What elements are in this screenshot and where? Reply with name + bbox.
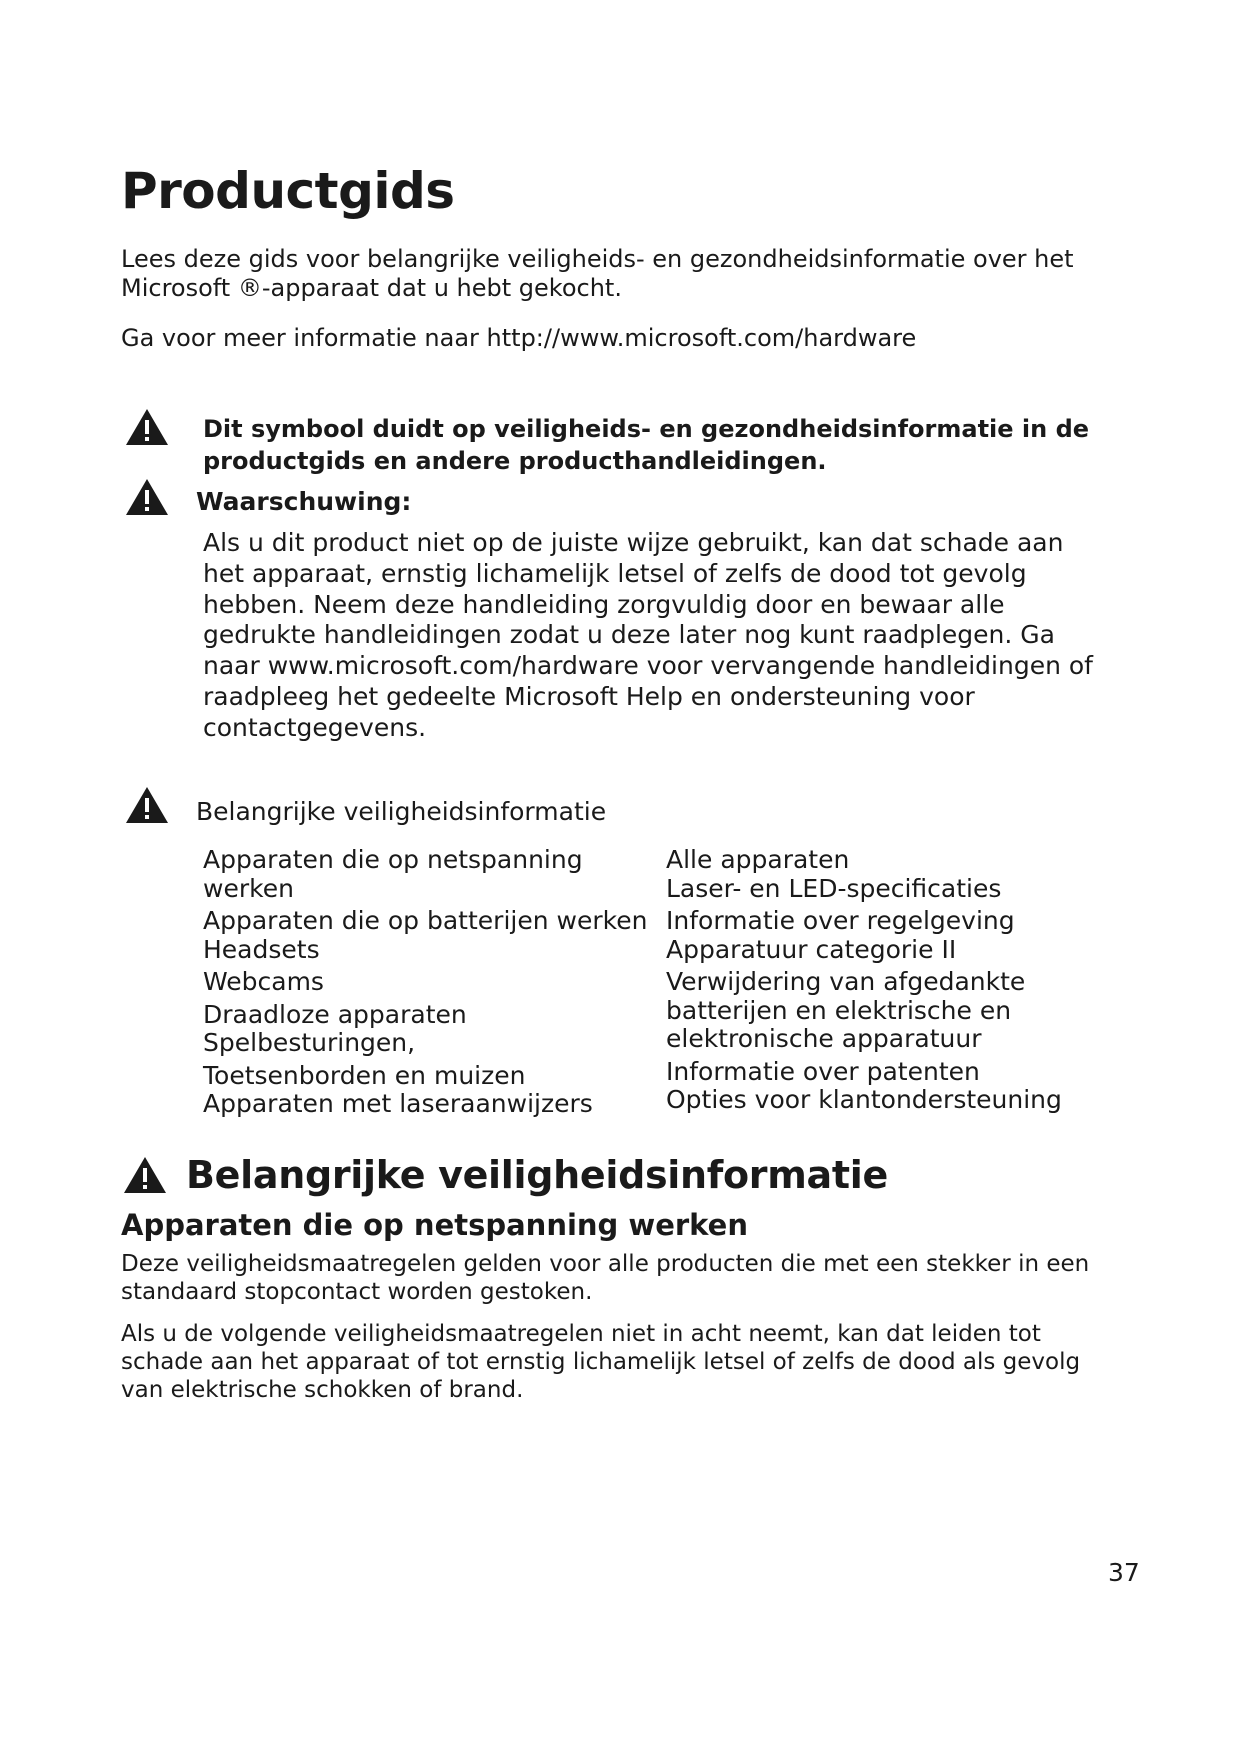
toc-item: Informatie over patenten bbox=[666, 1056, 980, 1086]
warning-label: Waarschuwing: bbox=[196, 487, 412, 516]
warning-triangle-icon bbox=[124, 407, 170, 447]
toc-item: Verwijdering van afgedankte batterijen en elektrische en elektronische apparatuur bbox=[666, 967, 1026, 1053]
warning-triangle-icon bbox=[124, 477, 170, 517]
toc-item: Alle apparaten bbox=[666, 845, 850, 874]
section-heading: Belangrijke veiligheidsinformatie bbox=[186, 1153, 888, 1197]
toc-left-list bbox=[203, 846, 658, 1119]
warning-body: Als u dit product niet op de juiste wijze gebruikt, kan dat schade aan het apparaat, ernstig lichamelijk letsel of zelfs de dood tot gevolg hebben. Neem deze handleiding zorgvuldig door en bewaar alle gedrukte handleidingen zodat u deze later nog kunt raadplegen. Ga naar www.microsoft.com/hardware voor vervangende handleidingen of raadpleeg het gedeelte Microsoft Help en ondersteuning voor contactgegevens. bbox=[203, 528, 1093, 742]
toc-right-list bbox=[666, 846, 1136, 1115]
page-title: Productgids bbox=[121, 162, 455, 220]
toc-item: Apparatuur categorie II bbox=[666, 934, 957, 964]
symbol-notice: Dit symbool duidt op veiligheids- en gezondheidsinformatie in de productgids en andere producthandleidingen. bbox=[203, 415, 1090, 475]
toc-item: Apparaten die op batterijen werken bbox=[203, 906, 648, 935]
toc-item: Apparaten die op netspanning werken bbox=[203, 845, 583, 903]
warning-triangle-icon bbox=[124, 785, 170, 825]
toc-item: Laser- en LED-specificaties bbox=[666, 873, 1002, 903]
toc-item: Opties voor klantondersteuning bbox=[666, 1085, 1062, 1114]
page-number: 37 bbox=[1108, 1558, 1140, 1587]
more-info-text: Ga voor meer informatie naar http://www.microsoft.com/hardware bbox=[121, 324, 917, 352]
toc-item: Toetsenborden en muizen bbox=[203, 1060, 526, 1090]
body-paragraph: Als u de volgende veiligheidsmaatregelen niet in acht neemt, kan dat leiden tot schade aan het apparaat of tot ernstig lichamelijk letsel of zelfs de dood als gevolg van elektrische schokken of brand. bbox=[121, 1321, 1081, 1403]
intro-text: Lees deze gids voor belangrijke veiligheids- en gezondheidsinformatie over het Microsoft ®-apparaat dat u hebt gekocht. bbox=[121, 245, 1074, 302]
toc-item: Informatie over regelgeving bbox=[666, 906, 1015, 935]
body-paragraph: Deze veiligheidsmaatregelen gelden voor alle producten die met een stekker in een standaard stopcontact worden gestoken. bbox=[121, 1251, 1090, 1305]
toc-item: Webcams bbox=[203, 967, 324, 996]
toc-item: Spelbesturingen, bbox=[203, 1028, 416, 1057]
toc-item: Apparaten met laseraanwijzers bbox=[203, 1089, 593, 1118]
toc-item: Draadloze apparaten bbox=[203, 999, 467, 1029]
safety-info-label: Belangrijke veiligheidsinformatie bbox=[196, 797, 607, 826]
warning-triangle-icon bbox=[122, 1155, 168, 1195]
subsection-heading: Apparaten die op netspanning werken bbox=[121, 1208, 748, 1242]
toc-item: Headsets bbox=[203, 934, 320, 964]
